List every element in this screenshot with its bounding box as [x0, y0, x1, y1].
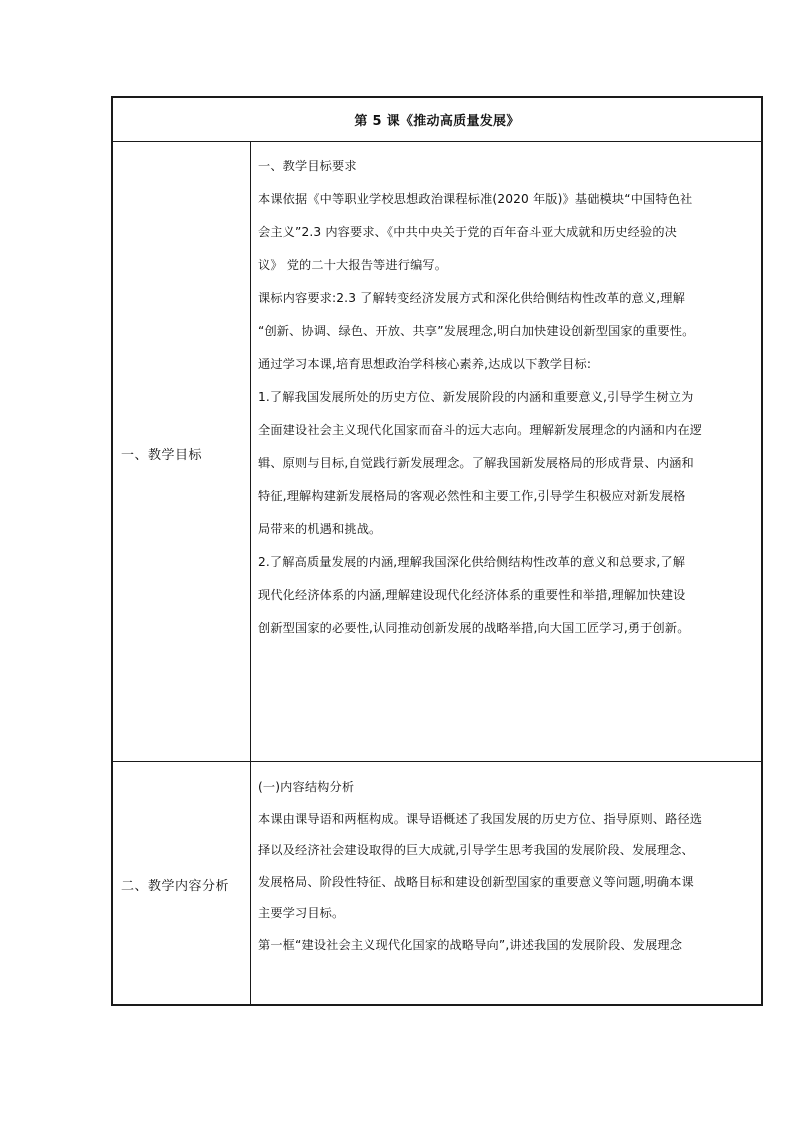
row-label-cell [113, 762, 251, 1006]
content-line: 现代化经济体系的内涵,理解建设现代化经济体系的重要性和举措,理解加快建设 [258, 588, 686, 602]
content-line: 局带来的机遇和挑战。 [258, 522, 382, 536]
content-line: 一、教学目标要求 [258, 159, 357, 173]
content-line: 辑、原则与目标,自觉践行新发展理念。了解我国新发展格局的形成背景、内涵和 [258, 456, 694, 470]
lesson-title: 第 5 课《推动高质量发展》 [354, 114, 520, 129]
content-line: (一)内容结构分析 [258, 780, 355, 794]
content-line: 1.了解我国发展所处的历史方位、新发展阶段的内涵和重要意义,引导学生树立为 [258, 390, 694, 404]
content-line: 会主义”2.3 内容要求、《中共中央关于党的百年奋斗亚大成就和历史经验的决 [258, 225, 678, 239]
content-line: 通过学习本课,培育思想政治学科核心素养,达成以下教学目标: [258, 357, 592, 371]
content-line: 本课由课导语和两框构成。课导语概述了我国发展的历史方位、指导原则、路径选 [258, 811, 703, 826]
content-line: 议》 党的二十大报告等进行编写。 [258, 258, 448, 272]
content-line: 第一框“建设社会主义现代化国家的战略导向”,讲述我国的发展阶段、发展理念 [258, 937, 683, 952]
content-analysis-content [251, 762, 761, 1006]
content-line: 择以及经济社会建设取得的巨大成就,引导学生思考我国的发展阶段、发展理念、 [258, 843, 694, 857]
content-line: 2.了解高质量发展的内涵,理解我国深化供给侧结构性改革的意义和总要求,了解 [258, 555, 686, 569]
content-line: 课标内容要求:2.3 了解转变经济发展方式和深化供给侧结构性改革的意义,理解 [258, 291, 685, 305]
content-line: 全面建设社会主义现代化国家而奋斗的远大志向。理解新发展理念的内涵和内在逻 [258, 423, 703, 437]
lesson-plan-table [111, 96, 763, 1006]
table-row-teaching-goals [113, 142, 761, 762]
content-line: 创新型国家的必要性,认同推动创新发展的战略举措,向大国工匠学习,勇于创新。 [258, 621, 690, 635]
table-row-content-analysis [113, 762, 761, 1006]
content-line: 主要学习目标。 [258, 906, 345, 920]
content-line: 本课依据《中等职业学校思想政治课程标准(2020 年版)》基础模块“中国特色社 [258, 192, 693, 206]
section-label-teaching-goals: 一、教学目标 [121, 448, 203, 463]
content-line: 特征,理解构建新发展格局的客观必然性和主要工作,引导学生积极应对新发展格 [258, 489, 686, 503]
teaching-goals-content [251, 142, 761, 761]
table-title-row [113, 98, 761, 142]
section-label-content-analysis: 二、教学内容分析 [121, 878, 230, 894]
content-line: 发展格局、阶段性特征、战略目标和建设创新型国家的重要意义等问题,明确本课 [258, 874, 694, 889]
row-label-cell [113, 142, 251, 761]
content-line: “创新、协调、绿色、开放、共享”发展理念,明白加快建设创新型国家的重要性。 [258, 324, 695, 338]
